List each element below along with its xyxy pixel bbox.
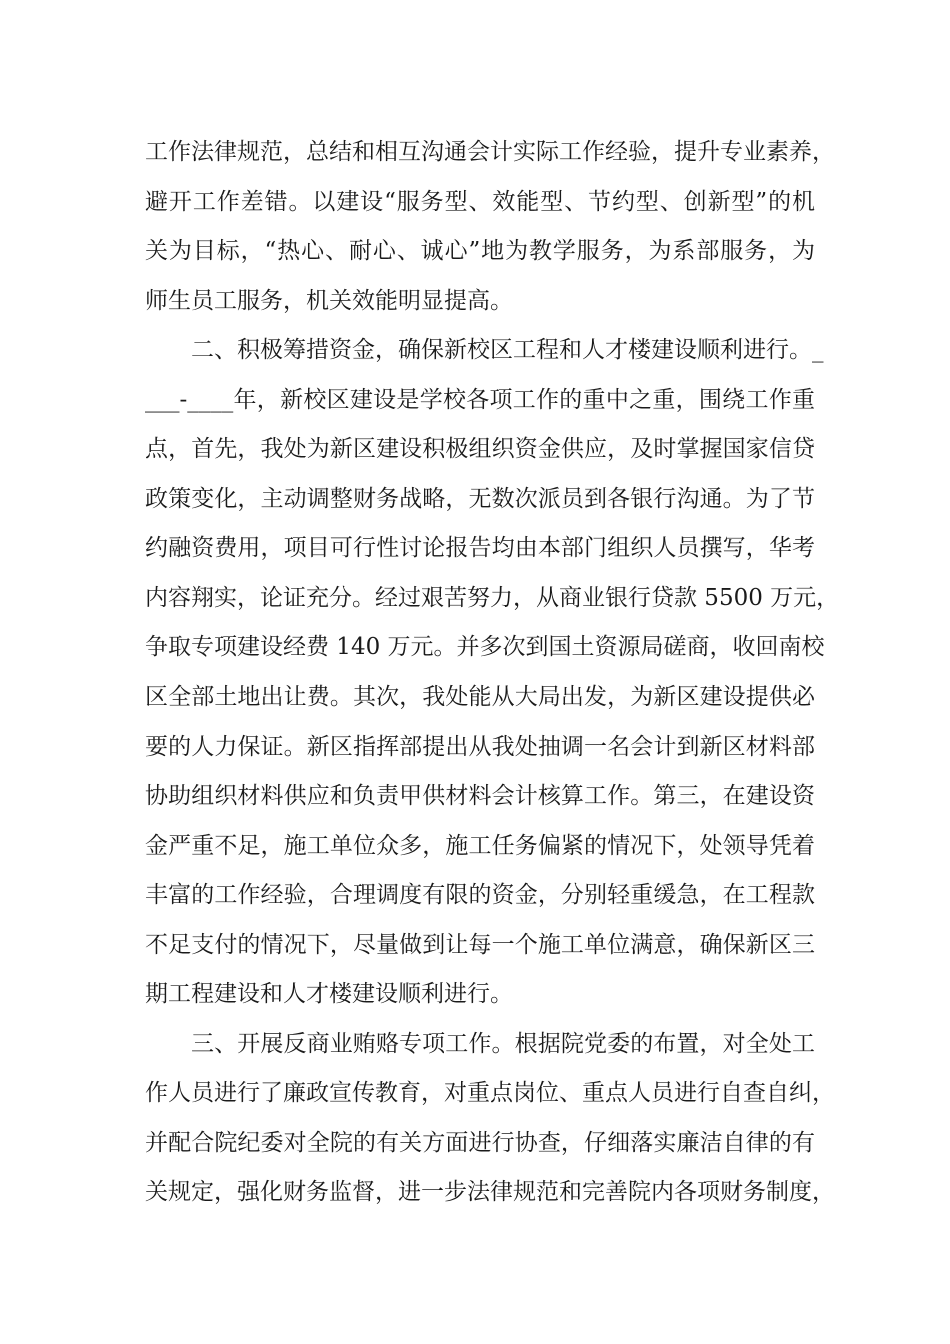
text-line: 避开工作差错。以建设“服务型、效能型、节约型、创新型”的机 [145, 188, 815, 215]
text-line: 关规定，强化财务监督，进一步法律规范和完善院内各项财务制度， [145, 1179, 835, 1206]
text-line: 区全部土地出让费。其次，我处能从大局出发，为新区建设提供必 [145, 684, 815, 711]
text-line: 争取专项建设经费 140 万元。并多次到国土资源局磋商，收回南校 [145, 634, 825, 661]
text-line: 工作法律规范，总结和相互沟通会计实际工作经验，提升专业素养， [145, 139, 835, 165]
text-line: 金严重不足，施工单位众多，施工任务偏紧的情况下，处领导凭着 [145, 832, 815, 859]
text-line: 并配合院纪委对全院的有关方面进行协查，仔细落实廉洁自律的有 [145, 1129, 815, 1156]
text-line: 要的人力保证。新区指挥部提出从我处抽调一名会计到新区材料部 [145, 733, 815, 760]
text-line: 二、积极筹措资金，确保新校区工程和人才楼建设顺利进行。_ [191, 337, 824, 364]
text-line: 不足支付的情况下，尽量做到让每一个施工单位满意，确保新区三 [145, 931, 815, 958]
text-line: 期工程建设和人才楼建设顺利进行。 [145, 981, 513, 1008]
text-line: 协助组织材料供应和负责甲供材料会计核算工作。第三，在建设资 [145, 783, 815, 810]
text-line: 丰富的工作经验，合理调度有限的资金，分别轻重缓急，在工程款 [145, 882, 815, 909]
text-line: 关为目标，“热心、耐心、诚心”地为教学服务，为系部服务，为 [145, 238, 815, 265]
text-line: 政策变化，主动调整财务战略，无数次派员到各银行沟通。为了节 [145, 485, 815, 512]
text-line: 师生员工服务，机关效能明显提高。 [145, 287, 513, 314]
text-line: ___-____年，新校区建设是学校各项工作的重中之重，围绕工作重 [145, 386, 815, 413]
document-body [145, 128, 840, 1218]
text-line: 点，首先，我处为新区建设积极组织资金供应，及时掌握国家信贷 [145, 436, 815, 463]
text-line: 作人员进行了廉政宣传教育，对重点岗位、重点人员进行自查自纠， [145, 1080, 835, 1107]
text-line: 内容翔实，论证充分。经过艰苦努力，从商业银行贷款 5500 万元， [145, 584, 840, 611]
text-line: 三、开展反商业贿赂专项工作。根据院党委的布置，对全处工 [191, 1030, 815, 1057]
text-line: 约融资费用，项目可行性讨论报告均由本部门组织人员撰写，华考 [145, 535, 815, 562]
